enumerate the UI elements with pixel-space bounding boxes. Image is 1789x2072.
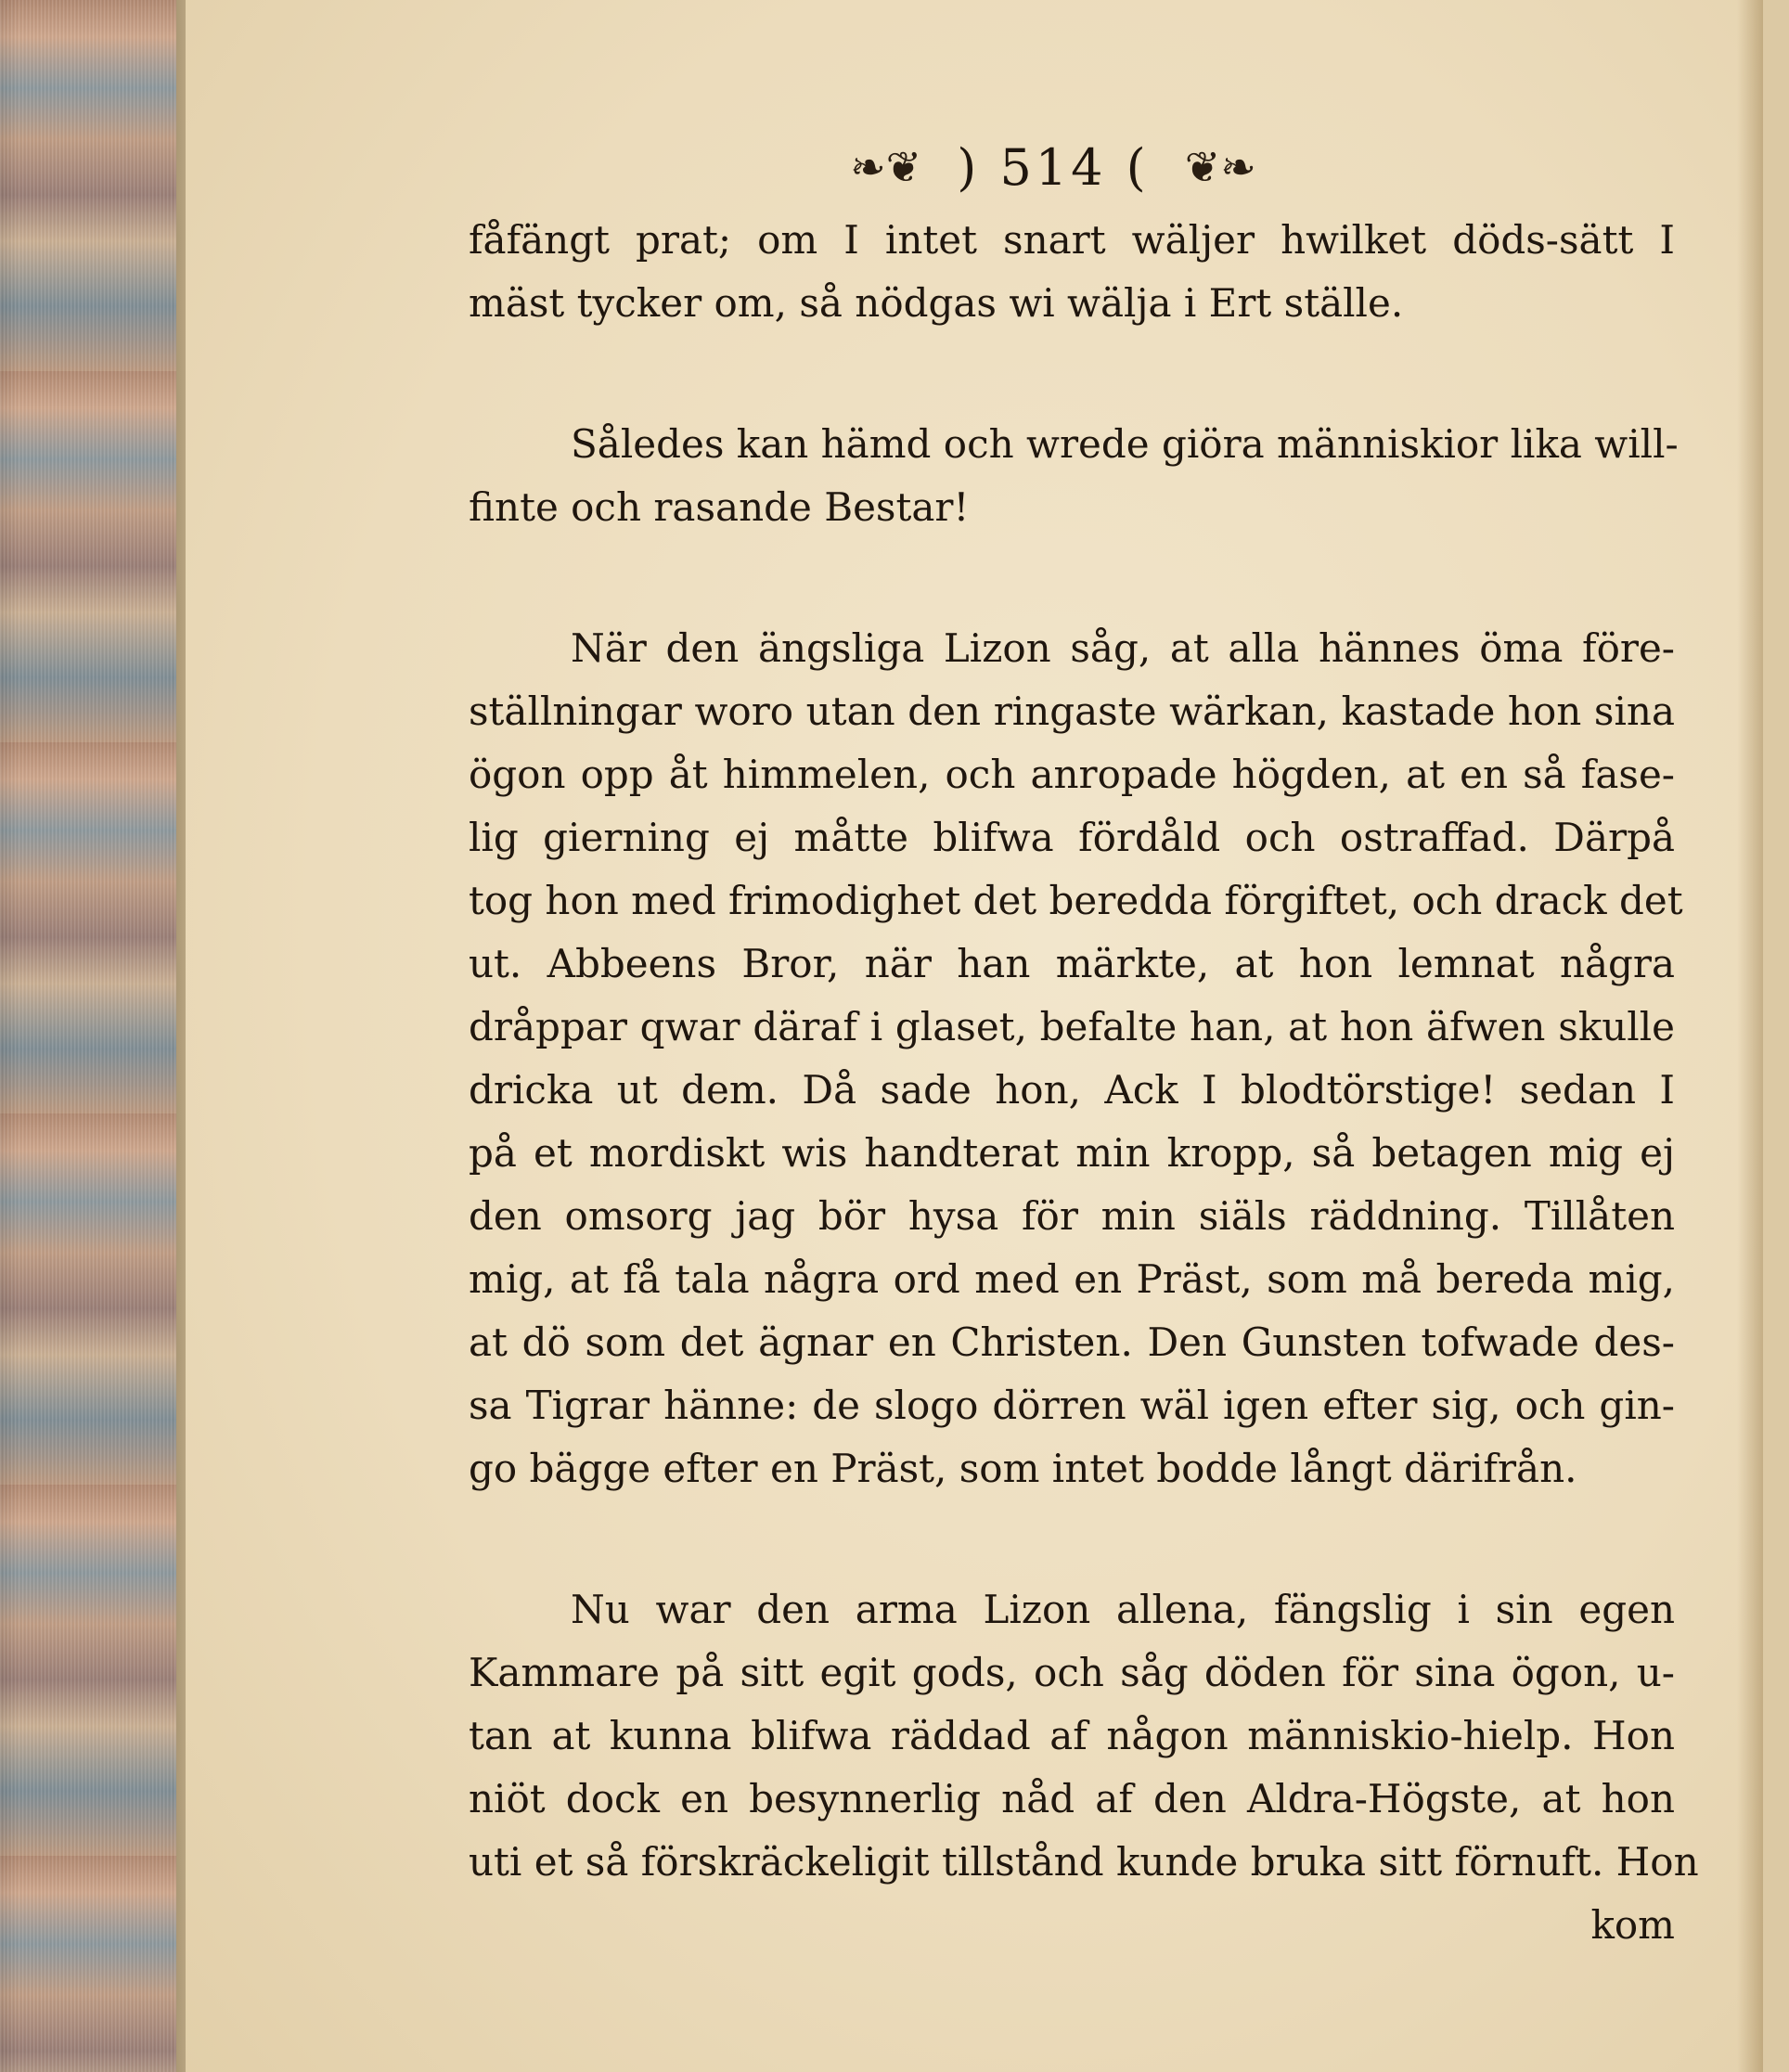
paragraph-1	[469, 209, 1675, 335]
text-line: dråppar qwar däraf i glaset, befalte han, at hon äfwen skulle	[469, 1004, 1675, 1049]
text-line: tan at kunna blifwa räddad af någon människio-hielp. Hon	[469, 1713, 1675, 1758]
text-line: go bägge efter en Präst, som intet bodde långt därifrån.	[469, 1446, 1577, 1491]
paragraph-3	[469, 617, 1683, 1500]
text-line: mig, at få tala några ord med en Präst, som må bereda mig,	[469, 1256, 1675, 1302]
text-line: ögon opp åt himmelen, och anropade högden, at en så fase-	[469, 752, 1675, 797]
text-line: lig gierning ej måtte blifwa fördåld och ostraffad. Därpå	[469, 815, 1675, 860]
text-line: tog hon med frimodighet det beredda förgiftet, och drack det	[469, 878, 1683, 923]
text-line: mäst tycker om, så nödgas wi wälja i Ert ställe.	[469, 280, 1404, 326]
paragraph-2	[469, 413, 1679, 539]
text-line: Således kan hämd och wrede giöra människior lika will-	[571, 421, 1679, 467]
page-right-edge	[1737, 0, 1763, 2072]
text-line: sa Tigrar hänne: de slogo dörren wäl igen efter sig, och gin-	[469, 1383, 1675, 1428]
text-line: När den ängsliga Lizon såg, at alla hännes öma före-	[571, 625, 1675, 671]
left-ornament-icon: ❧❦	[850, 142, 922, 192]
page-number: ) 514 (	[957, 137, 1150, 197]
text-line: ut. Abbeens Bror, när han märkte, at hon lemnat några	[469, 941, 1675, 986]
paragraph-4	[469, 1578, 1699, 1894]
text-line: at dö som det ägnar en Christen. Den Gunsten tofwade des-	[469, 1319, 1675, 1365]
text-line: ställningar woro utan den ringaste wärkan, kastade hon sina	[469, 689, 1675, 734]
text-line: uti et så förskräckeligit tillstånd kunde bruka sitt förnuft. Hon	[469, 1839, 1699, 1885]
running-header	[431, 125, 1675, 209]
text-line: niöt dock en besynnerlig nåd af den Aldra-Högste, at hon	[469, 1776, 1675, 1821]
catchword: kom	[1590, 1902, 1675, 1948]
text-line: dricka ut dem. Då sade hon, Ack I blodtörstige! sedan I	[469, 1067, 1675, 1113]
text-line: finte och rasande Bestar!	[469, 484, 970, 530]
text-line: Kammare på sitt egit gods, och såg döden för sina ögon, u-	[469, 1650, 1675, 1695]
right-ornament-icon: ❦❧	[1184, 142, 1256, 192]
text-line: Nu war den arma Lizon allena, fängslig i sin egen	[571, 1587, 1675, 1632]
book-page-edge	[0, 0, 176, 2072]
text-line: den omsorg jag bör hysa för min siäls räddning. Tillåten	[469, 1193, 1675, 1239]
text-line: fåfängt prat; om I intet snart wäljer hwilket döds-sätt I	[469, 217, 1675, 263]
page-text	[469, 125, 1699, 1957]
text-line: på et mordiskt wis handterat min kropp, så betagen mig ej	[469, 1130, 1675, 1176]
